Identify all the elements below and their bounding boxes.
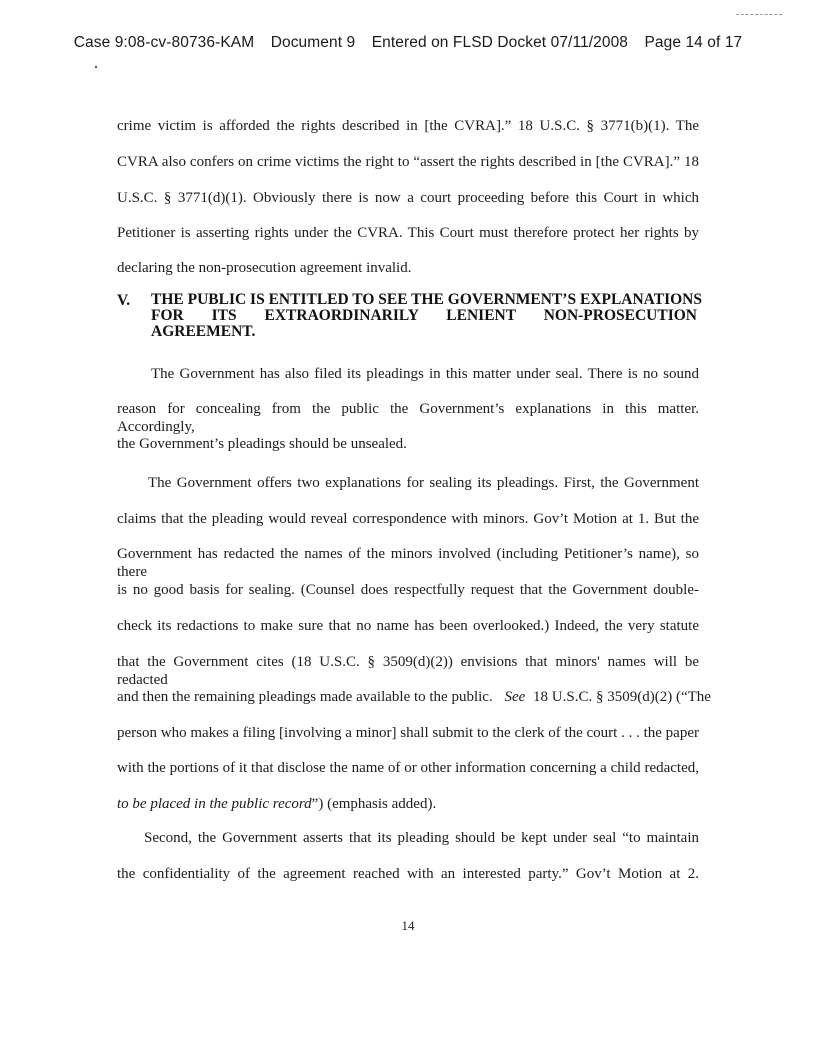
text-line: that the Government cites (18 U.S.C. § 3509(d)(2)) envisions that minors' names will be redacted	[117, 654, 699, 688]
emphasized-text: to be placed in the public record	[117, 796, 312, 812]
scan-corner-mark	[736, 14, 782, 15]
text-line: Government has redacted the names of the minors involved (including Petitioner’s name), so there	[117, 546, 699, 580]
text-line: claims that the pleading would reveal correspondence with minors. Gov’t Motion at 1. But the	[117, 511, 699, 527]
text-line: U.S.C. § 3771(d)(1). Obviously there is now a court proceeding before this Court in which	[117, 190, 699, 206]
text-line: declaring the non-prosecution agreement invalid.	[117, 260, 412, 276]
docket-header	[0, 34, 816, 52]
text-line: crime victim is afforded the rights described in [the CVRA].” 18 U.S.C. § 3771(b)(1). The	[117, 118, 699, 134]
text-line: The Government has also filed its pleadings in this matter under seal. There is no sound	[151, 366, 699, 382]
text-line	[117, 688, 711, 706]
text-line: the confidentiality of the agreement reached with an interested party.” Gov’t Motion at 2.	[117, 866, 699, 882]
heading-line: AGREEMENT.	[151, 323, 256, 340]
text-line: reason for concealing from the public the Government’s explanations in this matter. Accordingly,	[117, 401, 699, 435]
text-line: is no good basis for sealing. (Counsel does respectfully request that the Government double-	[117, 582, 699, 598]
heading-line: THE PUBLIC IS ENTITLED TO SEE THE GOVERNMENT’S EXPLANATIONS	[151, 291, 702, 308]
text-line: CVRA also confers on crime victims the right to “assert the rights described in [the CVRA].” 18	[117, 154, 699, 170]
text-segment: and then the remaining pleadings made available to the public.	[117, 689, 493, 705]
section-number: V.	[117, 292, 131, 309]
text-line: person who makes a filing [involving a minor] shall submit to the clerk of the court . . . the paper	[117, 725, 699, 741]
text-line: with the portions of it that disclose the name of or other information concerning a child redacted,	[117, 760, 699, 776]
header-document-number: Document 9	[270, 34, 356, 51]
text-line: the Government’s pleadings should be unsealed.	[117, 436, 407, 452]
header-case-number: Case 9:08-cv-80736-KAM	[73, 34, 255, 51]
heading-line: FOR ITS EXTRAORDINARILY LENIENT NON-PROSECUTION	[151, 307, 697, 324]
scan-speck	[95, 66, 97, 68]
page-number: 14	[401, 918, 415, 933]
text-segment: ”) (emphasis added).	[311, 796, 437, 812]
text-line	[117, 795, 699, 813]
header-entered-date: Entered on FLSD Docket 07/11/2008	[371, 34, 629, 51]
citation-signal: See	[504, 689, 526, 705]
text-line: Second, the Government asserts that its pleading should be kept under seal “to maintain	[144, 830, 699, 846]
text-line: Petitioner is asserting rights under the CVRA. This Court must therefore protect her rights by	[117, 225, 699, 241]
header-page-count: Page 14 of 17	[644, 34, 743, 51]
text-line: The Government offers two explanations for sealing its pleadings. First, the Government	[148, 475, 699, 491]
citation-text: 18 U.S.C. § 3509(d)(2) (“The	[533, 689, 711, 705]
text-line: check its redactions to make sure that no name has been overlooked.) Indeed, the very statute	[117, 618, 699, 634]
